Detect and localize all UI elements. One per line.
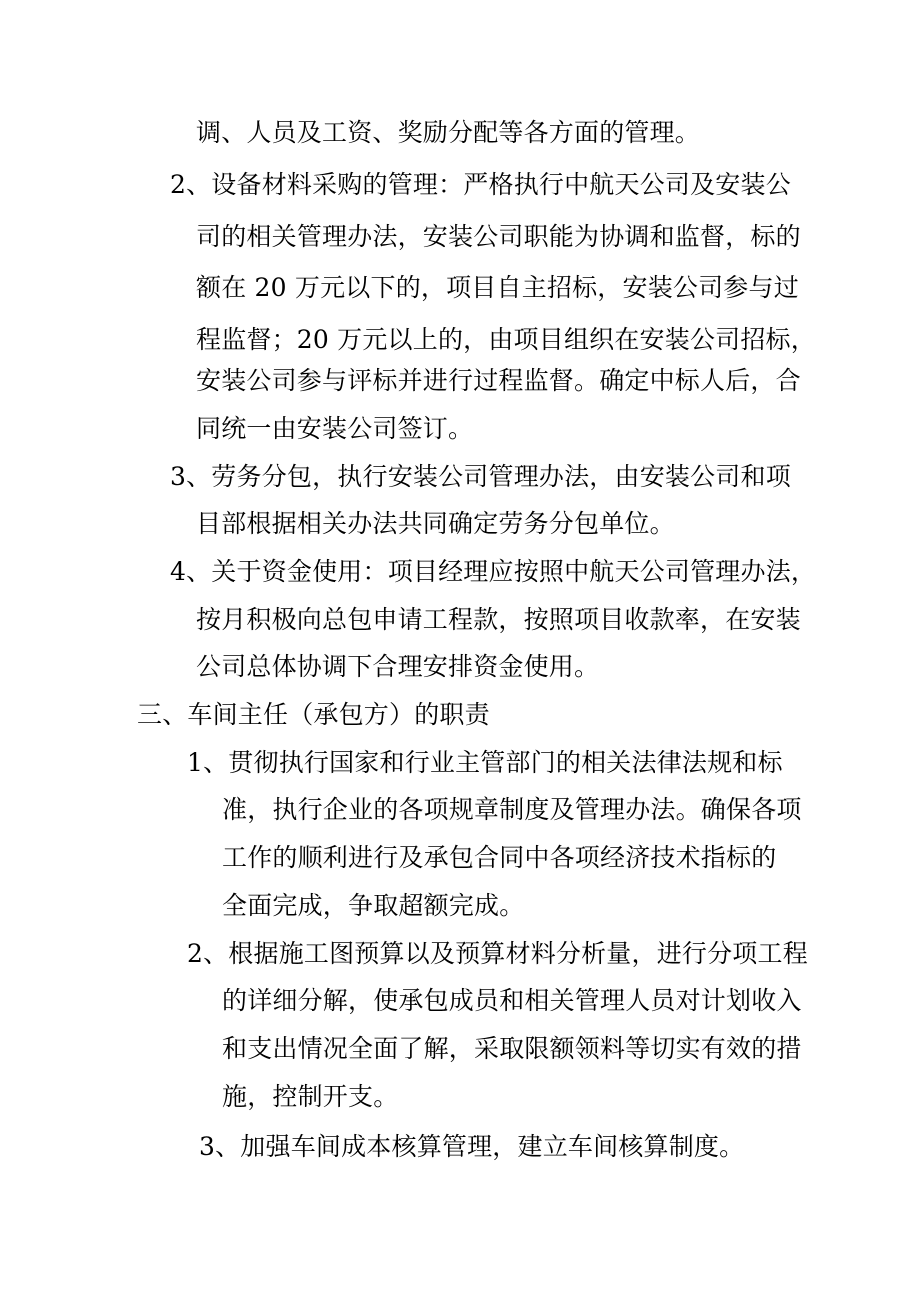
- text-line-7: 同统一由安装公司签订。: [196, 414, 474, 443]
- text-line-21: 施，控制开支。: [222, 1082, 399, 1111]
- text-line-16: 工作的顺利进行及承包合同中各项经济技术指标的: [222, 843, 777, 872]
- text-line-11: 按月积极向总包申请工程款，按照项目收款率，在安装: [196, 605, 801, 634]
- text-line-22: 3、加强车间成本核算管理，建立车间核算制度。: [199, 1132, 745, 1161]
- text-line-12: 公司总体协调下合理安排资金使用。: [196, 652, 600, 681]
- text-line-14: 1、贯彻执行国家和行业主管部门的相关法律法规和标: [187, 748, 783, 777]
- text-line-2: 2、设备材料采购的管理：严格执行中航天公司及安装公: [170, 170, 791, 199]
- text-line-17: 全面完成，争取超额完成。: [222, 891, 525, 920]
- text-line-3: 司的相关管理办法，安装公司职能为协调和监督，标的: [196, 222, 801, 251]
- text-line-19: 的详细分解，使承包成员和相关管理人员对计划收入: [222, 986, 802, 1015]
- text-line-10: 4、关于资金使用：项目经理应按照中航天公司管理办法，: [170, 557, 817, 586]
- text-line-5: 程监督；20 万元以上的，由项目组织在安装公司招标，: [196, 325, 816, 354]
- text-line-20: 和支出情况全面了解，采取限额领料等切实有效的措: [222, 1034, 802, 1063]
- text-line-9: 目部根据相关办法共同确定劳务分包单位。: [196, 509, 675, 538]
- text-line-4: 额在 20 万元以下的，项目自主招标，安装公司参与过: [196, 273, 799, 302]
- text-line-18: 2、根据施工图预算以及预算材料分析量，进行分项工程: [187, 939, 808, 968]
- section-heading: 三、车间主任（承包方）的职责: [137, 700, 490, 729]
- text-line-1: 调、人员及工资、奖励分配等各方面的管理。: [196, 118, 701, 147]
- text-line-6: 安装公司参与评标并进行过程监督。确定中标人后，合: [196, 366, 801, 395]
- text-line-8: 3、劳务分包，执行安装公司管理办法，由安装公司和项: [170, 462, 791, 491]
- text-line-15: 准，执行企业的各项规章制度及管理办法。确保各项: [222, 795, 802, 824]
